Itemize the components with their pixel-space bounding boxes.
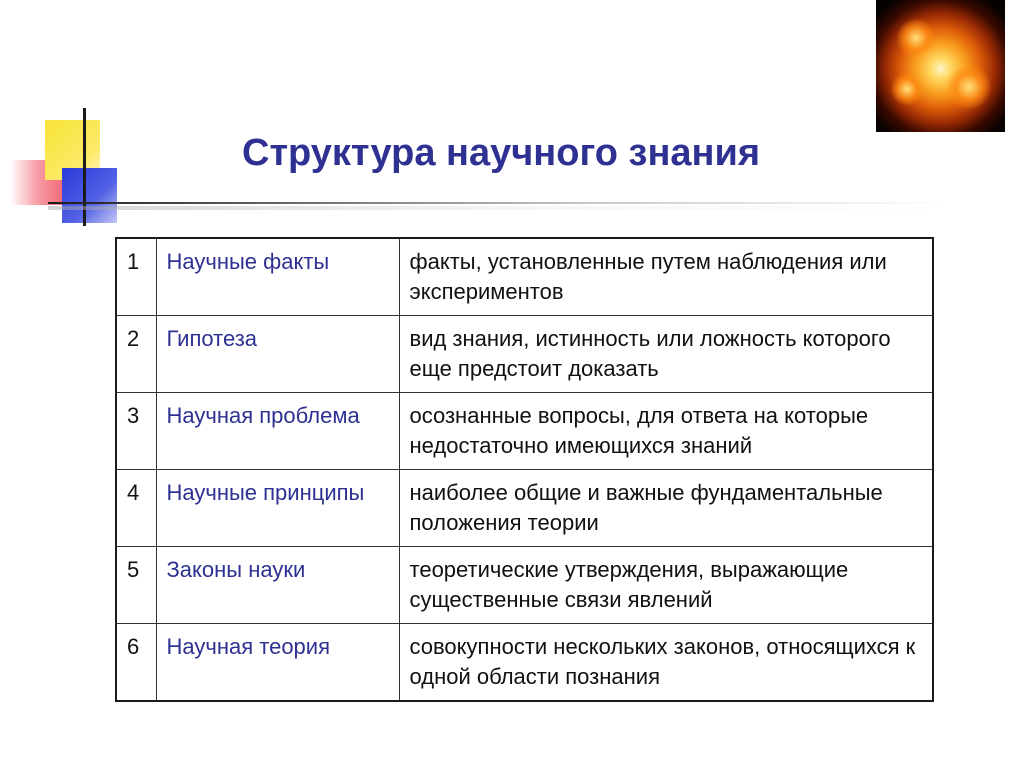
row-number: 4 (116, 470, 156, 547)
row-description: вид знания, истинность или ложность которого еще предстоит доказать (399, 316, 933, 393)
row-description: наиболее общие и важные фундаментальные положения теории (399, 470, 933, 547)
row-number: 2 (116, 316, 156, 393)
table-row (116, 393, 933, 470)
table-row (116, 547, 933, 624)
row-number: 5 (116, 547, 156, 624)
title-underline-shadow (48, 206, 948, 210)
row-term: Законы науки (156, 547, 399, 624)
knowledge-structure-table (115, 237, 934, 702)
table-row (116, 470, 933, 547)
row-term: Научная теория (156, 624, 399, 702)
decor-blue-block (62, 168, 117, 223)
table-row (116, 238, 933, 316)
row-term: Научные факты (156, 238, 399, 316)
row-description: совокупности нескольких законов, относящихся к одной области познания (399, 624, 933, 702)
table-row (116, 624, 933, 702)
title-underline (48, 202, 948, 204)
row-number: 3 (116, 393, 156, 470)
row-description: факты, установленные путем наблюдения или экспериментов (399, 238, 933, 316)
table-row (116, 316, 933, 393)
nebula-image (876, 0, 1005, 132)
row-number: 6 (116, 624, 156, 702)
row-description: осознанные вопросы, для ответа на которые недостаточно имеющихся знаний (399, 393, 933, 470)
row-number: 1 (116, 238, 156, 316)
row-term: Научная проблема (156, 393, 399, 470)
row-term: Гипотеза (156, 316, 399, 393)
row-description: теоретические утверждения, выражающие существенные связи явлений (399, 547, 933, 624)
row-term: Научные принципы (156, 470, 399, 547)
slide-title: Структура научного знания (242, 132, 761, 174)
